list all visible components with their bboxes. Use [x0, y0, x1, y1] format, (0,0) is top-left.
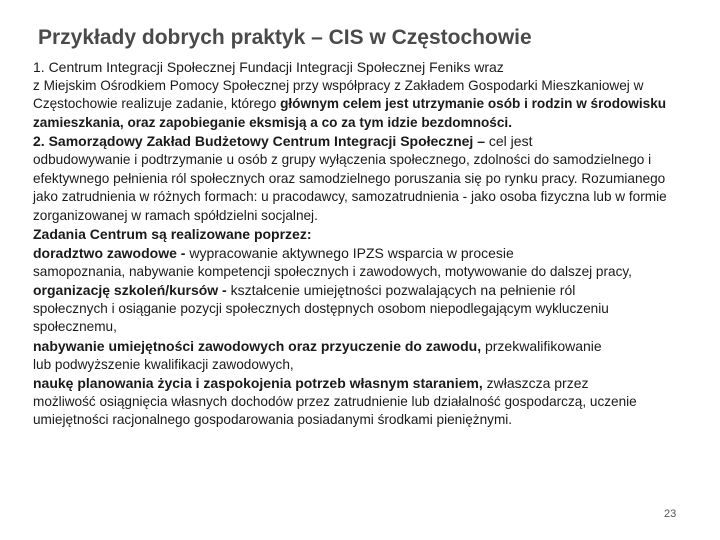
paragraph-6-bold: nabywanie umiejętności zawodowych oraz przyuczenie do zawodu,	[33, 337, 482, 354]
paragraph-2	[33, 132, 693, 225]
slide-title: Przykłady dobrych praktyk – CIS w Częstochowie	[38, 26, 532, 49]
paragraph-1-bold: głównym celem jest utrzymanie osób i rodzin w środowisku zamieszkania, oraz zapobieganie eksmisją a co za tym idzie bezdomności.	[33, 96, 667, 130]
paragraph-4	[33, 244, 693, 281]
paragraph-4-lead-rest: wypracowanie aktywnego IPZS wsparcia w procesie	[185, 244, 514, 261]
page-number: 23	[664, 508, 677, 520]
paragraph-5	[33, 281, 693, 337]
paragraph-6-heading	[33, 337, 693, 356]
paragraph-6	[33, 337, 693, 374]
paragraph-7	[33, 374, 693, 430]
slide-body	[33, 58, 693, 430]
paragraph-4-bold: doradztwo zawodowe -	[33, 244, 186, 261]
paragraph-1-text: z Miejskim Ośrodkiem Pomocy Społecznej przy współpracy z Zakładem Gospodarki Mieszkaniowej w Częstochowie realizuje zadanie, którego	[33, 77, 644, 112]
paragraph-1	[33, 58, 693, 132]
paragraph-1-lead-rest: wraz	[470, 59, 504, 75]
paragraph-6-text: lub podwyższenie kwalifikacji zawodowych,	[33, 356, 294, 372]
paragraph-2-lead-rest: cel jest	[485, 133, 533, 150]
paragraph-5-text: społecznych i osiąganie pozycji społecznych dostępnych osobom niepodlegającym wykluczeniu społecznemu,	[33, 300, 609, 335]
paragraph-7-bold: naukę planowania życia i zaspokojenia potrzeb własnym staraniem,	[33, 375, 483, 392]
paragraph-2-text: odbudowywanie i podtrzymanie u osób z grupy wyłączenia społecznego, zdolności do samodzielnego i efektywnego pełnienia ról społecznych oraz samodzielnego poruszania się po rynku pracy. Rozumianego jako zatrudnienia w różnych formach: u pracodawcy, samozatrudnienia - jako osoba fizyczna lub w formie zorganizowanej w ramach spółdzielni socjalnej.	[33, 151, 667, 223]
paragraph-2-heading	[33, 132, 693, 151]
paragraph-7-heading	[33, 374, 693, 393]
paragraph-7-text: możliwość osiągnięcia własnych dochodów przez zatrudnienie lub działalność gospodarczą, uczenie umiejętności racjonalnego gospodarowania posiadanymi środkami pieniężnymi.	[33, 393, 637, 428]
paragraph-5-bold: organizację szkoleń/kursów -	[33, 282, 227, 299]
paragraph-6-lead-rest: przekwalifikowanie	[481, 337, 602, 354]
paragraph-2-lead: 2. Samorządowy Zakład Budżetowy Centrum Integracji Społecznej –	[33, 133, 485, 150]
paragraph-4-text: samopoznania, nabywanie kompetencji społecznych i zawodowych, motywowanie do dalszej pracy,	[33, 263, 632, 279]
paragraph-5-lead-rest: kształcenie umiejętności pozwalających na pełnienie ról	[226, 282, 576, 299]
paragraph-7-lead-rest: zwłaszcza przez	[482, 375, 589, 392]
paragraph-1-lead: 1. Centrum Integracji Społecznej Fundacji Integracji Społecznej Feniks	[33, 59, 471, 75]
paragraph-3	[33, 225, 693, 244]
paragraph-3-bold: Zadania Centrum są realizowane poprzez:	[33, 226, 312, 243]
paragraph-4-heading	[33, 244, 693, 263]
paragraph-1-heading	[33, 58, 693, 77]
paragraph-5-heading	[33, 281, 693, 300]
